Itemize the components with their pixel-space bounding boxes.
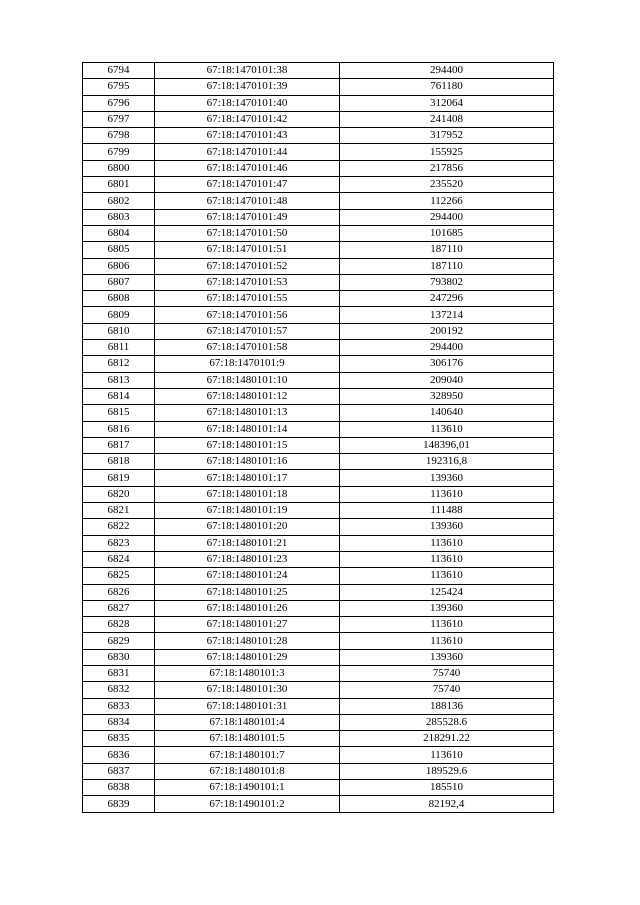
cadastral-number-cell: 67:18:1480101:12 xyxy=(155,388,340,404)
value-cell: 241408 xyxy=(340,111,554,127)
table-row xyxy=(83,209,554,225)
table-row xyxy=(83,731,554,747)
row-number-cell: 6818 xyxy=(83,454,155,470)
row-number-cell: 6824 xyxy=(83,551,155,567)
table-row xyxy=(83,470,554,486)
cadastral-number-cell: 67:18:1470101:52 xyxy=(155,258,340,274)
cadastral-number-cell: 67:18:1470101:50 xyxy=(155,225,340,241)
table-row xyxy=(83,633,554,649)
cadastral-number-cell: 67:18:1480101:14 xyxy=(155,421,340,437)
cadastral-number-cell: 67:18:1480101:19 xyxy=(155,503,340,519)
table-row xyxy=(83,356,554,372)
table-row xyxy=(83,111,554,127)
value-cell: 217856 xyxy=(340,160,554,176)
row-number-cell: 6839 xyxy=(83,796,155,812)
table-row xyxy=(83,388,554,404)
row-number-cell: 6812 xyxy=(83,356,155,372)
value-cell: 137214 xyxy=(340,307,554,323)
row-number-cell: 6799 xyxy=(83,144,155,160)
cadastral-number-cell: 67:18:1470101:55 xyxy=(155,291,340,307)
cadastral-number-cell: 67:18:1470101:43 xyxy=(155,128,340,144)
cadastral-number-cell: 67:18:1470101:56 xyxy=(155,307,340,323)
cadastral-number-cell: 67:18:1480101:30 xyxy=(155,682,340,698)
row-number-cell: 6825 xyxy=(83,568,155,584)
row-number-cell: 6804 xyxy=(83,225,155,241)
table-row xyxy=(83,503,554,519)
value-cell: 218291.22 xyxy=(340,731,554,747)
cadastral-number-cell: 67:18:1480101:10 xyxy=(155,372,340,388)
value-cell: 113610 xyxy=(340,633,554,649)
cadastral-number-cell: 67:18:1480101:28 xyxy=(155,633,340,649)
value-cell: 187110 xyxy=(340,242,554,258)
cadastral-number-cell: 67:18:1480101:23 xyxy=(155,551,340,567)
row-number-cell: 6826 xyxy=(83,584,155,600)
table-row xyxy=(83,665,554,681)
row-number-cell: 6834 xyxy=(83,714,155,730)
cadastral-number-cell: 67:18:1480101:8 xyxy=(155,763,340,779)
row-number-cell: 6797 xyxy=(83,111,155,127)
table-row xyxy=(83,682,554,698)
row-number-cell: 6796 xyxy=(83,95,155,111)
table-row xyxy=(83,160,554,176)
cadastral-number-cell: 67:18:1480101:7 xyxy=(155,747,340,763)
table-row xyxy=(83,193,554,209)
row-number-cell: 6816 xyxy=(83,421,155,437)
value-cell: 155925 xyxy=(340,144,554,160)
value-cell: 75740 xyxy=(340,665,554,681)
cadastral-number-cell: 67:18:1480101:25 xyxy=(155,584,340,600)
row-number-cell: 6832 xyxy=(83,682,155,698)
cadastral-number-cell: 67:18:1470101:58 xyxy=(155,340,340,356)
row-number-cell: 6813 xyxy=(83,372,155,388)
cadastral-number-cell: 67:18:1480101:24 xyxy=(155,568,340,584)
row-number-cell: 6835 xyxy=(83,731,155,747)
value-cell: 125424 xyxy=(340,584,554,600)
value-cell: 148396,01 xyxy=(340,437,554,453)
table-row xyxy=(83,763,554,779)
row-number-cell: 6807 xyxy=(83,274,155,290)
row-number-cell: 6838 xyxy=(83,780,155,796)
value-cell: 761180 xyxy=(340,79,554,95)
cadastral-number-cell: 67:18:1480101:4 xyxy=(155,714,340,730)
table-row xyxy=(83,307,554,323)
table-row xyxy=(83,274,554,290)
table-row xyxy=(83,519,554,535)
row-number-cell: 6802 xyxy=(83,193,155,209)
table-row xyxy=(83,649,554,665)
cadastral-number-cell: 67:18:1470101:9 xyxy=(155,356,340,372)
cadastral-number-cell: 67:18:1480101:17 xyxy=(155,470,340,486)
row-number-cell: 6801 xyxy=(83,177,155,193)
cadastral-number-cell: 67:18:1480101:3 xyxy=(155,665,340,681)
value-cell: 189529.6 xyxy=(340,763,554,779)
row-number-cell: 6829 xyxy=(83,633,155,649)
row-number-cell: 6798 xyxy=(83,128,155,144)
table-row xyxy=(83,225,554,241)
table-row xyxy=(83,421,554,437)
row-number-cell: 6828 xyxy=(83,617,155,633)
cadastral-number-cell: 67:18:1480101:26 xyxy=(155,600,340,616)
row-number-cell: 6820 xyxy=(83,486,155,502)
cadastral-number-cell: 67:18:1470101:48 xyxy=(155,193,340,209)
table-row xyxy=(83,568,554,584)
table-row xyxy=(83,437,554,453)
row-number-cell: 6805 xyxy=(83,242,155,258)
value-cell: 140640 xyxy=(340,405,554,421)
cadastral-number-cell: 67:18:1480101:20 xyxy=(155,519,340,535)
value-cell: 111488 xyxy=(340,503,554,519)
table-row xyxy=(83,698,554,714)
value-cell: 113610 xyxy=(340,617,554,633)
row-number-cell: 6794 xyxy=(83,63,155,79)
cadastral-number-cell: 67:18:1470101:49 xyxy=(155,209,340,225)
cadastral-number-cell: 67:18:1480101:16 xyxy=(155,454,340,470)
table-row xyxy=(83,340,554,356)
table-row xyxy=(83,796,554,812)
row-number-cell: 6795 xyxy=(83,79,155,95)
cadastral-number-cell: 67:18:1470101:47 xyxy=(155,177,340,193)
cadastral-number-cell: 67:18:1470101:53 xyxy=(155,274,340,290)
value-cell: 139360 xyxy=(340,519,554,535)
table-row xyxy=(83,747,554,763)
cadastral-number-cell: 67:18:1470101:40 xyxy=(155,95,340,111)
cadastral-number-cell: 67:18:1470101:39 xyxy=(155,79,340,95)
table-row xyxy=(83,323,554,339)
row-number-cell: 6823 xyxy=(83,535,155,551)
cadastral-number-cell: 67:18:1470101:44 xyxy=(155,144,340,160)
value-cell: 235520 xyxy=(340,177,554,193)
table-row xyxy=(83,372,554,388)
table-row xyxy=(83,144,554,160)
cadastral-number-cell: 67:18:1480101:15 xyxy=(155,437,340,453)
cadastral-number-cell: 67:18:1480101:21 xyxy=(155,535,340,551)
value-cell: 113610 xyxy=(340,568,554,584)
value-cell: 200192 xyxy=(340,323,554,339)
value-cell: 139360 xyxy=(340,470,554,486)
row-number-cell: 6836 xyxy=(83,747,155,763)
row-number-cell: 6827 xyxy=(83,600,155,616)
row-number-cell: 6800 xyxy=(83,160,155,176)
row-number-cell: 6811 xyxy=(83,340,155,356)
cadastral-number-cell: 67:18:1470101:38 xyxy=(155,63,340,79)
cadastral-number-cell: 67:18:1480101:27 xyxy=(155,617,340,633)
row-number-cell: 6809 xyxy=(83,307,155,323)
value-cell: 112266 xyxy=(340,193,554,209)
table-row xyxy=(83,291,554,307)
value-cell: 113610 xyxy=(340,747,554,763)
table-row xyxy=(83,63,554,79)
data-table xyxy=(82,62,554,813)
value-cell: 113610 xyxy=(340,535,554,551)
cadastral-number-cell: 67:18:1480101:5 xyxy=(155,731,340,747)
cadastral-number-cell: 67:18:1490101:2 xyxy=(155,796,340,812)
table-row xyxy=(83,258,554,274)
row-number-cell: 6815 xyxy=(83,405,155,421)
cadastral-number-cell: 67:18:1480101:18 xyxy=(155,486,340,502)
value-cell: 306176 xyxy=(340,356,554,372)
row-number-cell: 6831 xyxy=(83,665,155,681)
value-cell: 312064 xyxy=(340,95,554,111)
value-cell: 187110 xyxy=(340,258,554,274)
row-number-cell: 6833 xyxy=(83,698,155,714)
value-cell: 139360 xyxy=(340,600,554,616)
row-number-cell: 6803 xyxy=(83,209,155,225)
cadastral-number-cell: 67:18:1480101:31 xyxy=(155,698,340,714)
value-cell: 101685 xyxy=(340,225,554,241)
row-number-cell: 6806 xyxy=(83,258,155,274)
value-cell: 294400 xyxy=(340,63,554,79)
value-cell: 113610 xyxy=(340,551,554,567)
cadastral-number-cell: 67:18:1480101:13 xyxy=(155,405,340,421)
row-number-cell: 6814 xyxy=(83,388,155,404)
table-row xyxy=(83,617,554,633)
table-row xyxy=(83,551,554,567)
row-number-cell: 6810 xyxy=(83,323,155,339)
value-cell: 317952 xyxy=(340,128,554,144)
table-row xyxy=(83,714,554,730)
value-cell: 188136 xyxy=(340,698,554,714)
row-number-cell: 6830 xyxy=(83,649,155,665)
value-cell: 185510 xyxy=(340,780,554,796)
table-row xyxy=(83,600,554,616)
value-cell: 285528.6 xyxy=(340,714,554,730)
row-number-cell: 6837 xyxy=(83,763,155,779)
cadastral-number-cell: 67:18:1470101:42 xyxy=(155,111,340,127)
value-cell: 113610 xyxy=(340,421,554,437)
table-row xyxy=(83,95,554,111)
row-number-cell: 6822 xyxy=(83,519,155,535)
table-body xyxy=(83,63,554,813)
value-cell: 328950 xyxy=(340,388,554,404)
row-number-cell: 6817 xyxy=(83,437,155,453)
table-row xyxy=(83,405,554,421)
value-cell: 113610 xyxy=(340,486,554,502)
cadastral-number-cell: 67:18:1490101:1 xyxy=(155,780,340,796)
row-number-cell: 6819 xyxy=(83,470,155,486)
value-cell: 294400 xyxy=(340,209,554,225)
table-row xyxy=(83,535,554,551)
table-row xyxy=(83,242,554,258)
table-row xyxy=(83,780,554,796)
table-row xyxy=(83,177,554,193)
row-number-cell: 6821 xyxy=(83,503,155,519)
table-row xyxy=(83,486,554,502)
value-cell: 209040 xyxy=(340,372,554,388)
value-cell: 192316,8 xyxy=(340,454,554,470)
row-number-cell: 6808 xyxy=(83,291,155,307)
value-cell: 139360 xyxy=(340,649,554,665)
value-cell: 82192,4 xyxy=(340,796,554,812)
cadastral-number-cell: 67:18:1470101:51 xyxy=(155,242,340,258)
cadastral-number-cell: 67:18:1470101:46 xyxy=(155,160,340,176)
cadastral-number-cell: 67:18:1470101:57 xyxy=(155,323,340,339)
table-row xyxy=(83,454,554,470)
value-cell: 294400 xyxy=(340,340,554,356)
table-row xyxy=(83,79,554,95)
cadastral-number-cell: 67:18:1480101:29 xyxy=(155,649,340,665)
value-cell: 75740 xyxy=(340,682,554,698)
value-cell: 247296 xyxy=(340,291,554,307)
table-row xyxy=(83,128,554,144)
table-row xyxy=(83,584,554,600)
value-cell: 793802 xyxy=(340,274,554,290)
